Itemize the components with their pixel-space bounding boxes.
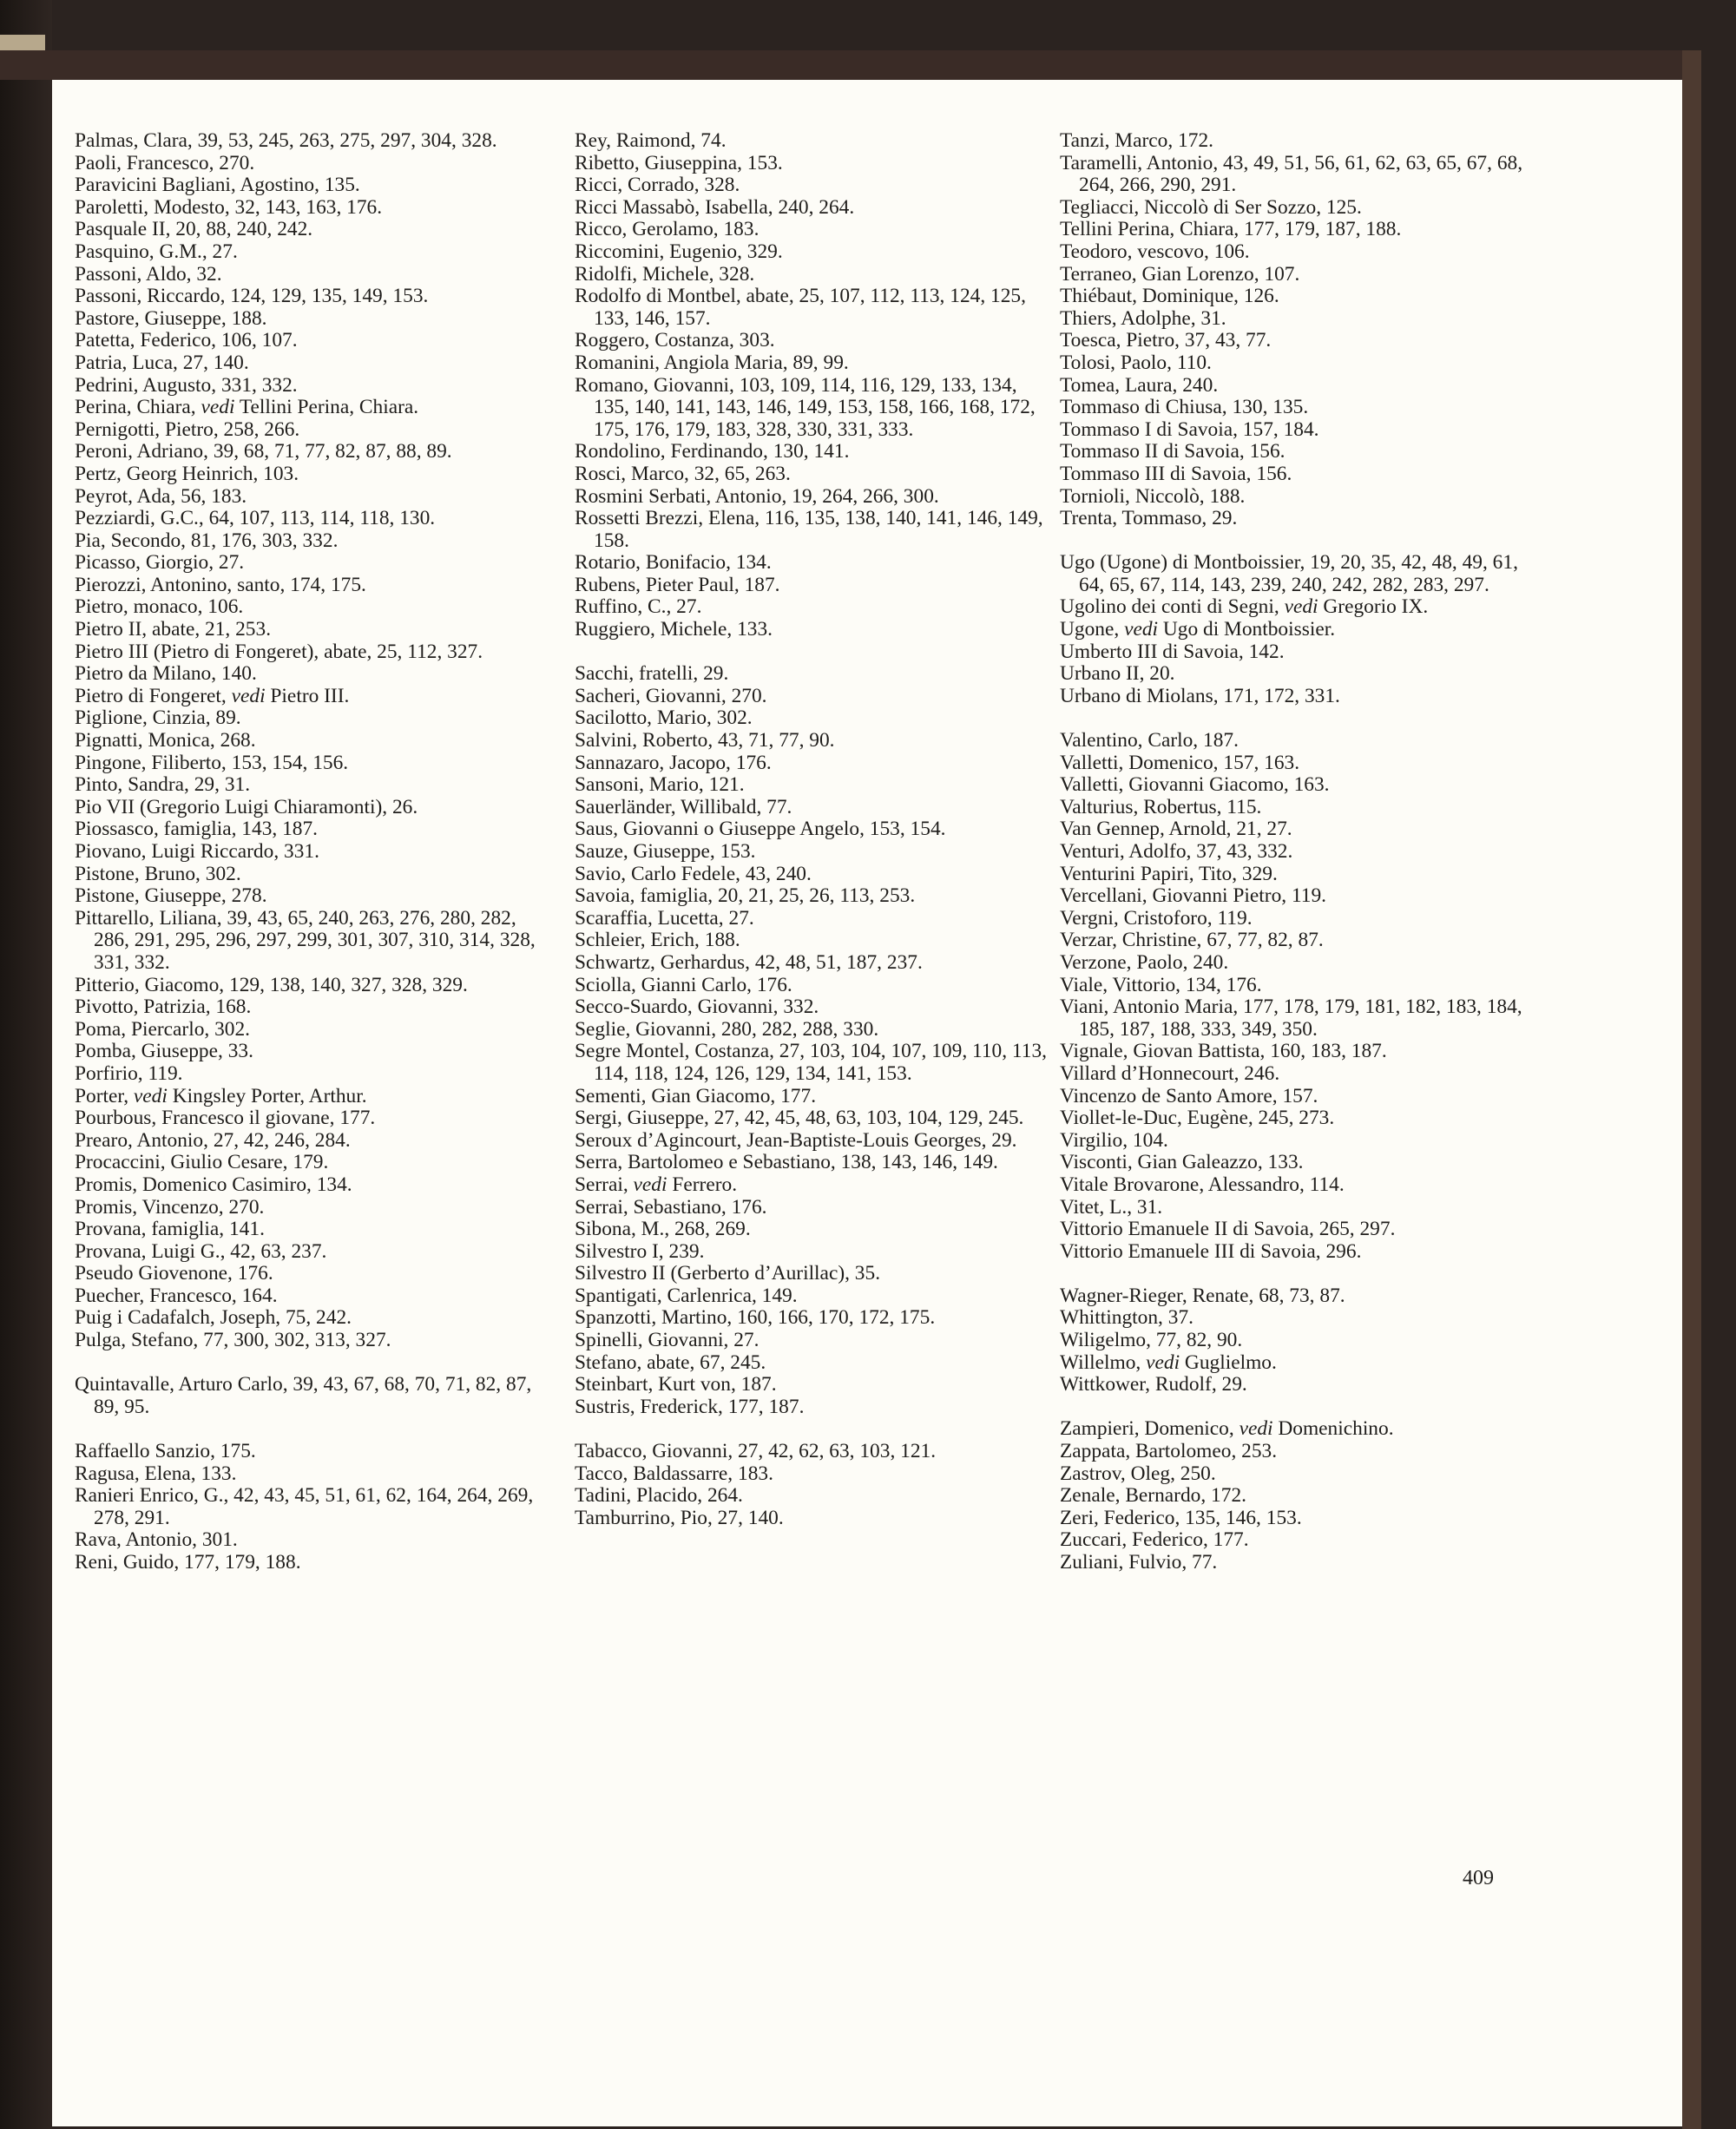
index-entry: Urbano di Miolans, 171, 172, 331. xyxy=(1060,684,1340,707)
index-entry: Vitet, L., 31. xyxy=(1060,1195,1163,1219)
index-entry: Terraneo, Gian Lorenzo, 107. xyxy=(1060,262,1300,286)
index-entry: Verzone, Paolo, 240. xyxy=(1060,950,1229,974)
index-entry: Pasquino, G.M., 27. xyxy=(75,240,238,263)
cross-reference-word: vedi xyxy=(1284,595,1318,619)
index-entry: Peroni, Adriano, 39, 68, 71, 77, 82, 87, 88, 89. xyxy=(75,440,452,463)
book-spine xyxy=(0,0,52,2129)
cross-reference-word: vedi xyxy=(1239,1417,1273,1441)
index-entry: Ricci, Corrado, 328. xyxy=(575,174,740,197)
index-entry: Pseudo Giovenone, 176. xyxy=(75,1262,273,1285)
index-entry: Pezziardi, G.C., 64, 107, 113, 114, 118, 130. xyxy=(75,507,436,530)
index-entry: Tommaso III di Savoia, 156. xyxy=(1060,462,1292,485)
index-entry: Vignale, Giovan Battista, 160, 183, 187. xyxy=(1060,1040,1387,1063)
index-entry: Provana, Luigi G., 42, 63, 237. xyxy=(75,1239,327,1263)
index-entry: Rossetti Brezzi, Elena, 116, 135, 138, 140, 141, 146, 149, 158. xyxy=(575,507,1043,552)
index-entry: Vitale Brovarone, Alessandro, 114. xyxy=(1060,1173,1345,1196)
index-entry: Zuliani, Fulvio, 77. xyxy=(1060,1551,1218,1574)
index-entry: Rodolfo di Montbel, abate, 25, 107, 112, 113, 124, 125, 133, 146, 157. xyxy=(575,285,1026,330)
index-entry: Silvestro I, 239. xyxy=(575,1239,705,1263)
letter-group-spacer xyxy=(75,1352,539,1375)
index-entry: Promis, Domenico Casimiro, 134. xyxy=(75,1173,352,1196)
index-entry: Quintavalle, Arturo Carlo, 39, 43, 67, 68, 70, 71, 82, 87, 89, 95. xyxy=(75,1373,532,1418)
cross-reference-target: Ugo di Montboissier. xyxy=(1158,618,1336,641)
index-entry: Romano, Giovanni, 103, 109, 114, 116, 129, 133, 134, 135, 140, 141, 143, 146, 149, 153, 158, 166, 168, 172, 175, 176, 179, 183, 328, 330, 331, 333. xyxy=(575,373,1036,441)
letter-group-spacer xyxy=(575,641,1048,664)
index-entry: Trenta, Tommaso, 29. xyxy=(1060,507,1238,530)
index-entry: Tanzi, Marco, 172. xyxy=(1060,129,1213,152)
index-entry: Thiers, Adolphe, 31. xyxy=(1060,306,1226,330)
index-entry: Wagner-Rieger, Renate, 68, 73, 87. xyxy=(1060,1284,1345,1307)
index-entry: Villard d’Honnecourt, 246. xyxy=(1060,1061,1280,1085)
index-entry: Zeri, Federico, 135, 146, 153. xyxy=(1060,1506,1302,1529)
index-entry: Porfirio, 119. xyxy=(75,1061,183,1085)
entry-head: Pietro di Fongeret, xyxy=(75,684,232,707)
index-entry: Pietro II, abate, 21, 253. xyxy=(75,618,272,641)
index-entry: Venturi, Adolfo, 37, 43, 332. xyxy=(1060,840,1293,863)
index-entry: Raffaello Sanzio, 175. xyxy=(75,1440,256,1463)
index-entry: Spinelli, Giovanni, 27. xyxy=(575,1329,760,1352)
index-entry: Tolosi, Paolo, 110. xyxy=(1060,351,1212,374)
index-entry: Promis, Vincenzo, 270. xyxy=(75,1195,265,1219)
cross-reference-word: vedi xyxy=(1146,1350,1180,1374)
index-entry: Tommaso I di Savoia, 157, 184. xyxy=(1060,417,1319,441)
index-entry: Sacheri, Giovanni, 270. xyxy=(575,684,767,707)
index-entry: Valentino, Carlo, 187. xyxy=(1060,729,1239,752)
index-entry: Sciolla, Gianni Carlo, 176. xyxy=(575,973,792,996)
book-cover-top-edge xyxy=(0,50,1701,80)
index-entry: Secco-Suardo, Giovanni, 332. xyxy=(575,996,819,1019)
index-entry: Serra, Bartolomeo e Sebastiano, 138, 143, 146, 149. xyxy=(575,1151,998,1174)
index-entry: Segre Montel, Costanza, 27, 103, 104, 107, 109, 110, 113, 114, 118, 124, 126, 129, 134, 141, 153. xyxy=(575,1040,1047,1085)
index-entry: Pasquale II, 20, 88, 240, 242. xyxy=(75,218,313,241)
index-entry: Salvini, Roberto, 43, 71, 77, 90. xyxy=(575,729,835,752)
index-entry: Romanini, Angiola Maria, 89, 99. xyxy=(575,351,849,374)
index-entry: Patetta, Federico, 106, 107. xyxy=(75,329,298,352)
index-entry: Pingone, Filiberto, 153, 154, 156. xyxy=(75,751,349,774)
index-entry xyxy=(75,397,539,419)
index-entry: Wittkower, Rudolf, 29. xyxy=(1060,1373,1247,1396)
index-entry: Pistone, Giuseppe, 278. xyxy=(75,884,267,908)
entry-head: Serrai, xyxy=(575,1173,634,1196)
index-entry: Taramelli, Antonio, 43, 49, 51, 56, 61, 62, 63, 65, 67, 68, 264, 266, 290, 291. xyxy=(1060,151,1523,197)
index-entry: Paravicini Bagliani, Agostino, 135. xyxy=(75,174,360,197)
cross-reference-word: vedi xyxy=(633,1173,667,1196)
index-entry: Sustris, Frederick, 177, 187. xyxy=(575,1395,805,1418)
index-entry: Sergi, Giuseppe, 27, 42, 45, 48, 63, 103, 104, 129, 245. xyxy=(575,1107,1024,1130)
index-column-1 xyxy=(75,130,539,1574)
index-entry xyxy=(75,686,539,708)
index-entry: Sannazaro, Jacopo, 176. xyxy=(575,751,772,774)
index-entry: Picasso, Giorgio, 27. xyxy=(75,551,245,575)
index-entry: Pietro da Milano, 140. xyxy=(75,662,257,686)
book-cover-right-edge xyxy=(1682,50,1701,2129)
index-entry: Seglie, Giovanni, 280, 282, 288, 330. xyxy=(575,1017,879,1041)
index-entry: Sibona, M., 268, 269. xyxy=(575,1218,751,1241)
index-entry: Palmas, Clara, 39, 53, 245, 263, 275, 297, 304, 328. xyxy=(75,129,497,152)
index-entry: Spantigati, Carlenrica, 149. xyxy=(575,1284,798,1307)
entry-head: Ugone, xyxy=(1060,618,1125,641)
index-entry: Tornioli, Niccolò, 188. xyxy=(1060,484,1246,508)
cross-reference-target: Domenichino. xyxy=(1272,1417,1394,1441)
index-entry: Tommaso di Chiusa, 130, 135. xyxy=(1060,396,1309,419)
index-entry xyxy=(1060,619,1535,641)
index-entry: Scaraffia, Lucetta, 27. xyxy=(575,906,754,930)
index-entry: Zenale, Bernardo, 172. xyxy=(1060,1484,1246,1508)
index-entry: Poma, Piercarlo, 302. xyxy=(75,1017,251,1041)
cross-reference-word: vedi xyxy=(231,684,266,707)
index-entry xyxy=(1060,1352,1535,1375)
index-entry: Stefano, abate, 67, 245. xyxy=(575,1350,766,1374)
index-entry: Pignatti, Monica, 268. xyxy=(75,729,256,752)
index-entry: Puig i Cadafalch, Joseph, 75, 242. xyxy=(75,1306,352,1330)
index-entry: Tamburrino, Pio, 27, 140. xyxy=(575,1506,784,1529)
index-entry: Sacilotto, Mario, 302. xyxy=(575,706,753,730)
index-entry: Rondolino, Ferdinando, 130, 141. xyxy=(575,440,850,463)
index-entry: Patria, Luca, 27, 140. xyxy=(75,351,249,374)
index-entry: Van Gennep, Arnold, 21, 27. xyxy=(1060,818,1292,841)
index-entry: Tacco, Baldassarre, 183. xyxy=(575,1462,773,1485)
index-entry xyxy=(575,1174,1048,1197)
index-entry: Pistone, Bruno, 302. xyxy=(75,862,241,885)
index-entry: Thiébaut, Dominique, 126. xyxy=(1060,285,1279,308)
cross-reference-target: Pietro III. xyxy=(265,684,350,707)
index-entry: Viollet-le-Duc, Eugène, 245, 273. xyxy=(1060,1107,1335,1130)
index-entry: Ruffino, C., 27. xyxy=(575,595,702,619)
index-entry: Tellini Perina, Chiara, 177, 179, 187, 188. xyxy=(1060,218,1402,241)
cross-reference-target: Kingsley Porter, Arthur. xyxy=(167,1084,367,1107)
index-entry: Zastrov, Oleg, 250. xyxy=(1060,1462,1216,1485)
index-entry: Urbano II, 20. xyxy=(1060,662,1175,686)
index-column-2 xyxy=(575,130,1048,1529)
letter-group-spacer xyxy=(1060,1263,1535,1285)
index-entry: Pivotto, Patrizia, 168. xyxy=(75,996,252,1019)
index-entry: Venturini Papiri, Tito, 329. xyxy=(1060,862,1278,885)
cross-reference-target: Gregorio IX. xyxy=(1318,595,1429,619)
index-entry: Verzar, Christine, 67, 77, 82, 87. xyxy=(1060,929,1324,952)
letter-group-spacer xyxy=(1060,1396,1535,1419)
cross-reference-target: Ferrero. xyxy=(667,1173,738,1196)
index-entry: Savoia, famiglia, 20, 21, 25, 26, 113, 253. xyxy=(575,884,916,908)
index-entry: Zuccari, Federico, 177. xyxy=(1060,1528,1249,1552)
index-entry: Piossasco, famiglia, 143, 187. xyxy=(75,818,319,841)
index-entry: Ricco, Gerolamo, 183. xyxy=(575,218,760,241)
index-entry: Ribetto, Giuseppina, 153. xyxy=(575,151,783,174)
cross-reference-word: vedi xyxy=(1124,618,1159,641)
index-entry: Ricci Massabò, Isabella, 240, 264. xyxy=(575,195,855,219)
index-entry: Ruggiero, Michele, 133. xyxy=(575,618,773,641)
index-entry: Viale, Vittorio, 134, 176. xyxy=(1060,973,1262,996)
index-entry: Valletti, Domenico, 157, 163. xyxy=(1060,751,1300,774)
entry-head: Ugolino dei conti di Segni, xyxy=(1060,595,1285,619)
index-entry: Pomba, Giuseppe, 33. xyxy=(75,1040,253,1063)
index-entry: Silvestro II (Gerberto d’Aurillac), 35. xyxy=(575,1262,881,1285)
cross-reference-word: vedi xyxy=(133,1084,168,1107)
index-entry: Tadini, Placido, 264. xyxy=(575,1484,743,1508)
index-entry: Valturius, Robertus, 115. xyxy=(1060,795,1262,818)
index-entry: Pernigotti, Pietro, 258, 266. xyxy=(75,417,300,441)
letter-group-spacer xyxy=(75,1418,539,1441)
letter-group-spacer xyxy=(575,1418,1048,1441)
index-entry: Ridolfi, Michele, 328. xyxy=(575,262,755,286)
index-entry: Toesca, Pietro, 37, 43, 77. xyxy=(1060,329,1272,352)
index-entry: Pertz, Georg Heinrich, 103. xyxy=(75,462,299,485)
index-entry: Roggero, Costanza, 303. xyxy=(575,329,775,352)
entry-head: Zampieri, Domenico, xyxy=(1060,1417,1240,1441)
index-entry: Pulga, Stefano, 77, 300, 302, 313, 327. xyxy=(75,1329,391,1352)
index-entry: Schwartz, Gerhardus, 42, 48, 51, 187, 237. xyxy=(575,950,923,974)
index-entry: Rosmini Serbati, Antonio, 19, 264, 266, 300. xyxy=(575,484,939,508)
index-entry: Paoli, Francesco, 270. xyxy=(75,151,255,174)
index-entry: Rey, Raimond, 74. xyxy=(575,129,727,152)
index-entry: Piovano, Luigi Riccardo, 331. xyxy=(75,840,319,863)
entry-head: Perina, Chiara, xyxy=(75,396,201,419)
index-entry: Rava, Antonio, 301. xyxy=(75,1528,238,1552)
cross-reference-target: Guglielmo. xyxy=(1180,1350,1277,1374)
entry-head: Porter, xyxy=(75,1084,134,1107)
index-entry: Umberto III di Savoia, 142. xyxy=(1060,640,1285,663)
index-entry: Vincenzo de Santo Amore, 157. xyxy=(1060,1084,1318,1107)
index-entry: Pietro, monaco, 106. xyxy=(75,595,244,619)
index-entry: Zappata, Bartolomeo, 253. xyxy=(1060,1440,1278,1463)
index-entry: Rubens, Pieter Paul, 187. xyxy=(575,573,780,596)
index-entry: Pierozzi, Antonino, santo, 174, 175. xyxy=(75,573,366,596)
index-entry: Reni, Guido, 177, 179, 188. xyxy=(75,1551,301,1574)
index-entry xyxy=(75,1086,539,1108)
index-entry: Savio, Carlo Fedele, 43, 240. xyxy=(575,862,812,885)
index-entry: Pedrini, Augusto, 331, 332. xyxy=(75,373,298,397)
index-entry: Pio VII (Gregorio Luigi Chiaramonti), 26. xyxy=(75,795,418,818)
index-entry: Passoni, Aldo, 32. xyxy=(75,262,222,286)
cross-reference-word: vedi xyxy=(201,396,235,419)
index-entry xyxy=(1060,596,1535,619)
index-column-3 xyxy=(1060,130,1535,1574)
index-entry: Tegliacci, Niccolò di Ser Sozzo, 125. xyxy=(1060,195,1362,219)
index-entry: Tomea, Laura, 240. xyxy=(1060,373,1219,397)
index-entry: Saus, Giovanni o Giuseppe Angelo, 153, 154. xyxy=(575,818,946,841)
index-entry: Vittorio Emanuele II di Savoia, 265, 297. xyxy=(1060,1218,1396,1241)
index-entry: Valletti, Giovanni Giacomo, 163. xyxy=(1060,773,1330,797)
index-entry: Ugo (Ugone) di Montboissier, 19, 20, 35, 42, 48, 49, 61, 64, 65, 67, 114, 143, 239, 240, 242, 282, 283, 297. xyxy=(1060,551,1518,596)
letter-group-spacer xyxy=(1060,530,1535,553)
index-entry: Peyrot, Ada, 56, 183. xyxy=(75,484,247,508)
index-entry: Ranieri Enrico, G., 42, 43, 45, 51, 61, 62, 164, 264, 269, 278, 291. xyxy=(75,1484,534,1529)
index-entry: Prearo, Antonio, 27, 42, 246, 284. xyxy=(75,1128,351,1152)
index-entry: Serrai, Sebastiano, 176. xyxy=(575,1195,767,1219)
index-entry: Vergni, Cristoforo, 119. xyxy=(1060,906,1253,930)
index-entry: Viani, Antonio Maria, 177, 178, 179, 181, 182, 183, 184, 185, 187, 188, 333, 349, 350. xyxy=(1060,996,1522,1041)
index-entry: Pastore, Giuseppe, 188. xyxy=(75,306,267,330)
index-entry: Provana, famiglia, 141. xyxy=(75,1218,265,1241)
index-entry: Puecher, Francesco, 164. xyxy=(75,1284,278,1307)
index-entry: Paroletti, Modesto, 32, 143, 163, 176. xyxy=(75,195,383,219)
entry-head: Willelmo, xyxy=(1060,1350,1147,1374)
index-entry: Ragusa, Elena, 133. xyxy=(75,1462,237,1485)
index-entry: Tommaso II di Savoia, 156. xyxy=(1060,440,1286,463)
index-entry: Vercellani, Giovanni Pietro, 119. xyxy=(1060,884,1327,908)
index-entry: Pia, Secondo, 81, 176, 303, 332. xyxy=(75,529,339,552)
index-entry: Whittington, 37. xyxy=(1060,1306,1194,1330)
page-number: 409 xyxy=(1463,1867,1494,1889)
index-entry: Seroux d’Agincourt, Jean-Baptiste-Louis Georges, 29. xyxy=(575,1128,1017,1152)
cross-reference-target: Tellini Perina, Chiara. xyxy=(234,396,419,419)
index-entry: Spanzotti, Martino, 160, 166, 170, 172, 175. xyxy=(575,1306,936,1330)
index-entry xyxy=(1060,1418,1535,1441)
index-entry: Pourbous, Francesco il giovane, 177. xyxy=(75,1107,376,1130)
index-entry: Tabacco, Giovanni, 27, 42, 62, 63, 103, 121. xyxy=(575,1440,937,1463)
index-entry: Teodoro, vescovo, 106. xyxy=(1060,240,1250,263)
index-entry: Sementi, Gian Giacomo, 177. xyxy=(575,1084,817,1107)
index-entry: Procaccini, Giulio Cesare, 179. xyxy=(75,1151,329,1174)
index-entry: Virgilio, 104. xyxy=(1060,1128,1168,1152)
index-entry: Visconti, Gian Galeazzo, 133. xyxy=(1060,1151,1304,1174)
index-entry: Piglione, Cinzia, 89. xyxy=(75,706,241,730)
index-entry: Sauerländer, Willibald, 77. xyxy=(575,795,792,818)
index-entry: Schleier, Erich, 188. xyxy=(575,929,740,952)
index-entry: Rotario, Bonifacio, 134. xyxy=(575,551,772,575)
index-entry: Sansoni, Mario, 121. xyxy=(575,773,745,797)
index-entry: Pinto, Sandra, 29, 31. xyxy=(75,773,251,797)
letter-group-spacer xyxy=(1060,707,1535,730)
index-entry: Pietro III (Pietro di Fongeret), abate, 25, 112, 327. xyxy=(75,640,483,663)
index-entry: Vittorio Emanuele III di Savoia, 296. xyxy=(1060,1239,1362,1263)
index-entry: Riccomini, Eugenio, 329. xyxy=(575,240,783,263)
index-entry: Pittarello, Liliana, 39, 43, 65, 240, 263, 276, 280, 282, 286, 291, 295, 296, 297, 299, 301, 307, 310, 314, 328, 331, 332. xyxy=(75,906,536,974)
index-entry: Sacchi, fratelli, 29. xyxy=(575,662,729,686)
index-entry: Rosci, Marco, 32, 65, 263. xyxy=(575,462,791,485)
index-entry: Steinbart, Kurt von, 187. xyxy=(575,1373,777,1396)
index-entry: Pitterio, Giacomo, 129, 138, 140, 327, 328, 329. xyxy=(75,973,468,996)
index-entry: Passoni, Riccardo, 124, 129, 135, 149, 153. xyxy=(75,285,429,308)
index-entry: Wiligelmo, 77, 82, 90. xyxy=(1060,1329,1243,1352)
index-entry: Sauze, Giuseppe, 153. xyxy=(575,840,756,863)
